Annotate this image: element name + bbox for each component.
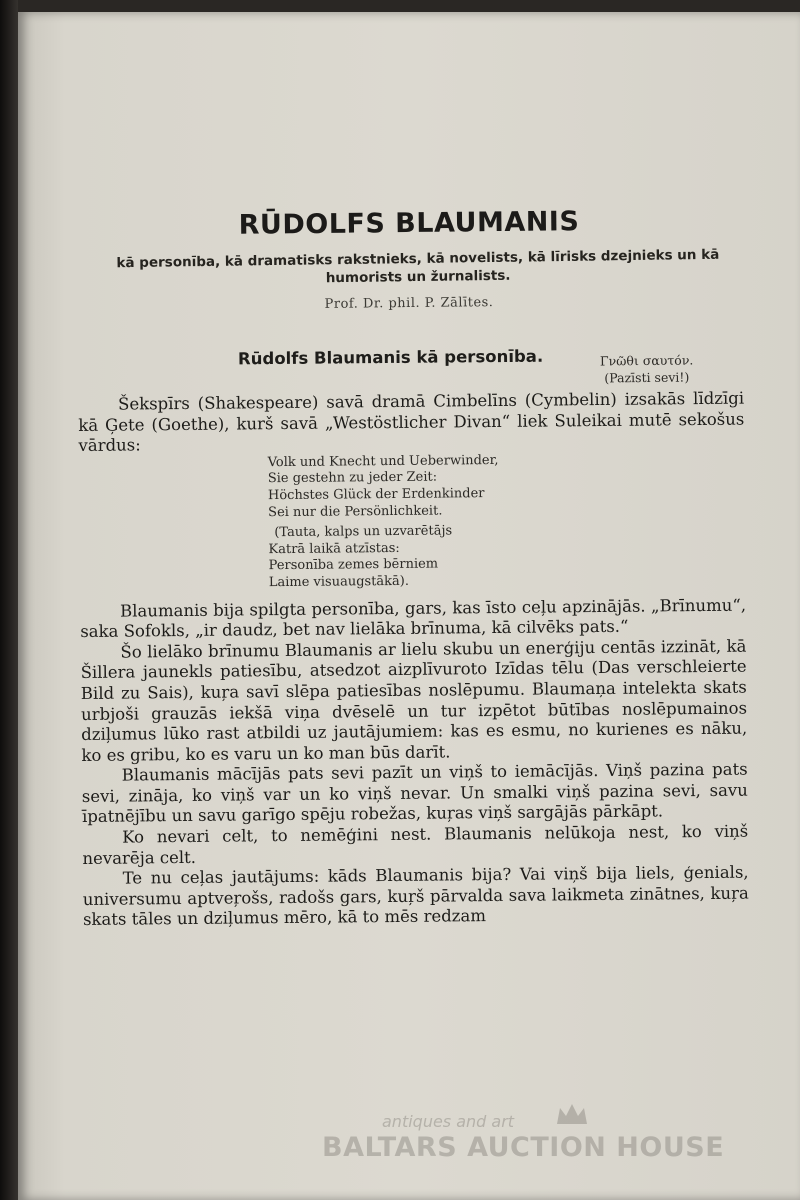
poem-line: Sei nur die Persönlichkeit. <box>268 503 443 520</box>
poem-translation-line: (Tauta, kalps un uzvarētājs <box>274 523 453 541</box>
paragraph: Te nu ceļas jautājums: kāds Blaumanis bija? Vai viņš bija liels, ģenials, universumu aptveŗošs, radošs gars, kuŗš pārvalda sava laikmeta zinātnes, kuŗa skats tāles un dziļumus mēro, kā to mēs redzam <box>82 862 749 930</box>
section-title: Rūdolfs Blaumanis kā personība. <box>237 346 544 369</box>
epigraph-translation: (Pazīsti sevi!) <box>604 369 690 386</box>
article-body <box>78 389 749 931</box>
paragraph: Šekspīrs (Shakespeare) savā dramā Cimbelīns (Cymbelin) izsakās līdzīgi kā Ģete (Goethe), kurš savā „Westöstlicher Divan“ liek Suleikai mutē sekošus vārdus: <box>78 388 745 456</box>
book-spine <box>0 0 20 1200</box>
article-author: Prof. Dr. phil. P. Zālītes. <box>324 295 494 312</box>
poem-translation-line: Personība zemes bērniem <box>268 556 439 574</box>
poem-translation-line: Laime visuaugstākā). <box>268 573 410 591</box>
watermark-brand: BALTARS AUCTION HOUSE <box>322 1132 725 1163</box>
book-page <box>18 12 800 1200</box>
poem-line: Höchstes Glück der Erdenkinder <box>267 486 485 504</box>
paragraph: Blaumanis mācījās pats sevi pazīt un viņš to iemācījās. Viņš pazina pats sevi, zināja, ko viņš var un ko viņš nevar. Un smalki viņš pazina sevi, savu īpatnējību un savu garīgo spēju robežas, kuŗas viņš sargājās pārkāpt. <box>81 759 748 827</box>
paragraph: Šo lielāko brīnumu Blaumanis ar lielu skubu un enerģiju centās izzināt, kā Šillera jaunekls patiesību, atsedzot aizplīvuroto Izīdas tēlu (Das verschleierte Bild zu Sais), kuŗa savī slēpa patiesības noslēpumu. Blaumaņa intelekta skats urbjoši grauzās iekšā viņa dvēselē un tur izpētot būtības noslēpumainos dziļumus lūko rast atbildi uz jautājumiem: kas es esmu, no kurienes es nāku, ko es gribu, ko es varu un ko man būs darīt. <box>80 636 748 765</box>
poem-translation-line: Katrā laikā atzīstas: <box>268 540 400 557</box>
crown-icon <box>554 1102 590 1128</box>
epigraph <box>600 352 694 387</box>
paragraph: Blaumanis bija spilgta personība, gars, kas īsto ceļu apzinājās. „Brīnumu“, saka Sofokls, „ir daudz, bet nav lielāka brīnuma, kā cilvēks pats.“ <box>80 595 747 642</box>
paragraph: Ko nevari celt, to nemēģini nest. Blaumanis nelūkoja nest, ko viņš nevarēja celt. <box>82 821 749 868</box>
poem-line: Sie gestehn zu jeder Zeit: <box>267 469 438 487</box>
article-subtitle: kā personība, kā dramatisks rakstnieks, kā novelists, kā līrisks dzejnieks un kā humorists un žurnalists. <box>116 246 720 287</box>
epigraph-greek: Γνῶθι σαυτόν. <box>599 352 694 369</box>
article-title: RŪDOLFS BLAUMANIS <box>238 206 580 241</box>
poem-line: Volk und Knecht und Ueberwinder, <box>267 452 499 470</box>
poem-quote <box>268 450 746 591</box>
watermark-tagline: antiques and art <box>382 1112 515 1131</box>
